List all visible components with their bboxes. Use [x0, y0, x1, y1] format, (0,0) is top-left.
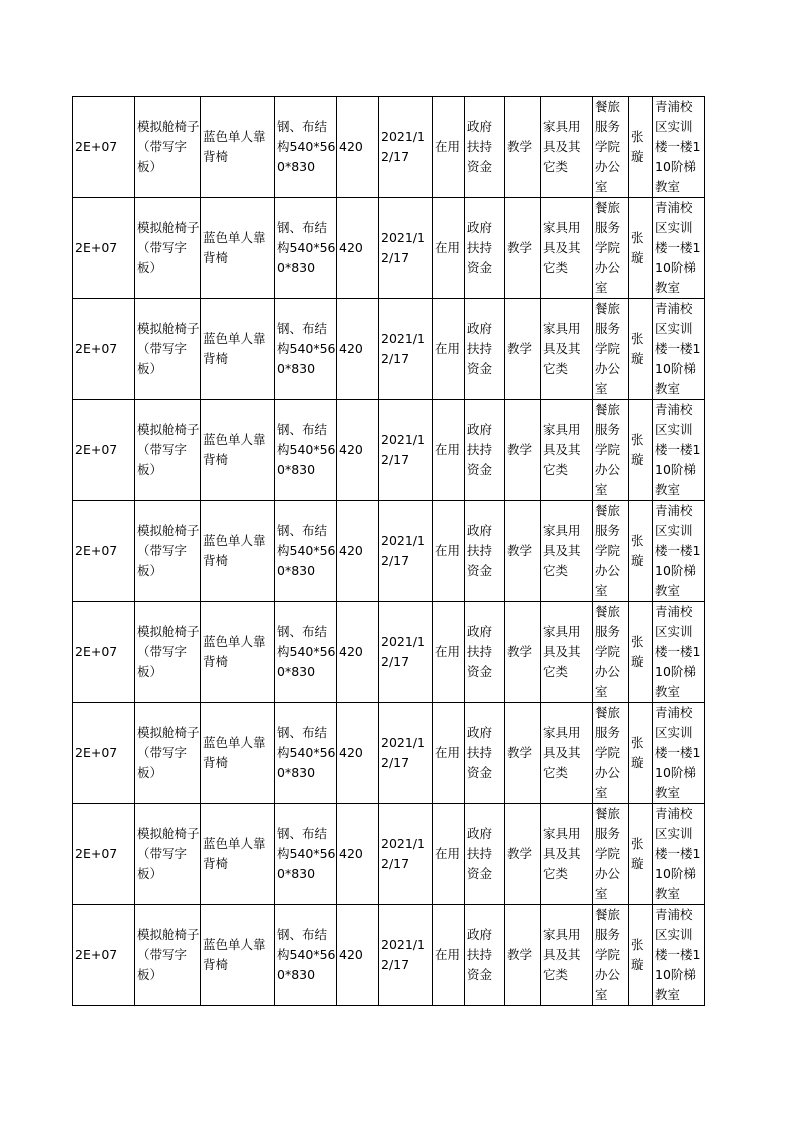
- category-cell: 家具用具及其它类: [541, 905, 593, 1006]
- asset-price-cell: 420: [337, 703, 379, 804]
- table-row: [73, 299, 705, 400]
- asset-name-cell: 模拟舱椅子（带写字板）: [135, 198, 201, 299]
- asset-spec-cell: 钢、布结构540*560*830: [275, 501, 337, 602]
- acquire-date-cell: 2021/12/17: [379, 97, 433, 198]
- asset-price-cell: 420: [337, 602, 379, 703]
- asset-code-cell: 2E+07: [73, 703, 135, 804]
- asset-code-cell: 2E+07: [73, 198, 135, 299]
- category-cell: 家具用具及其它类: [541, 501, 593, 602]
- asset-price-cell: 420: [337, 97, 379, 198]
- table-row: [73, 804, 705, 905]
- asset-name-cell: 模拟舱椅子（带写字板）: [135, 299, 201, 400]
- funding-source-cell: 政府扶持资金: [465, 299, 505, 400]
- department-cell: 餐旅服务学院办公室: [593, 602, 629, 703]
- department-cell: 餐旅服务学院办公室: [593, 501, 629, 602]
- location-cell: 青浦校区实训楼一楼110阶梯教室: [653, 905, 705, 1006]
- asset-spec-cell: 钢、布结构540*560*830: [275, 400, 337, 501]
- asset-model-cell: 蓝色单人靠背椅: [201, 400, 275, 501]
- asset-code-cell: 2E+07: [73, 602, 135, 703]
- custodian-cell: 张璇: [629, 804, 653, 905]
- status-cell: 在用: [433, 804, 465, 905]
- category-cell: 家具用具及其它类: [541, 299, 593, 400]
- table-row: [73, 703, 705, 804]
- acquire-date-cell: 2021/12/17: [379, 804, 433, 905]
- asset-spec-cell: 钢、布结构540*560*830: [275, 602, 337, 703]
- status-cell: 在用: [433, 299, 465, 400]
- table-body: [73, 97, 705, 1006]
- asset-price-cell: 420: [337, 804, 379, 905]
- acquire-date-cell: 2021/12/17: [379, 400, 433, 501]
- asset-model-cell: 蓝色单人靠背椅: [201, 905, 275, 1006]
- asset-code-cell: 2E+07: [73, 299, 135, 400]
- category-cell: 家具用具及其它类: [541, 198, 593, 299]
- funding-source-cell: 政府扶持资金: [465, 97, 505, 198]
- location-cell: 青浦校区实训楼一楼110阶梯教室: [653, 97, 705, 198]
- asset-spec-cell: 钢、布结构540*560*830: [275, 703, 337, 804]
- asset-price-cell: 420: [337, 501, 379, 602]
- usage-cell: 教学: [505, 97, 541, 198]
- table-row: [73, 400, 705, 501]
- status-cell: 在用: [433, 198, 465, 299]
- custodian-cell: 张璇: [629, 905, 653, 1006]
- asset-model-cell: 蓝色单人靠背椅: [201, 501, 275, 602]
- asset-name-cell: 模拟舱椅子（带写字板）: [135, 501, 201, 602]
- asset-model-cell: 蓝色单人靠背椅: [201, 299, 275, 400]
- location-cell: 青浦校区实训楼一楼110阶梯教室: [653, 703, 705, 804]
- status-cell: 在用: [433, 97, 465, 198]
- funding-source-cell: 政府扶持资金: [465, 501, 505, 602]
- table-row: [73, 198, 705, 299]
- usage-cell: 教学: [505, 804, 541, 905]
- asset-model-cell: 蓝色单人靠背椅: [201, 602, 275, 703]
- asset-price-cell: 420: [337, 400, 379, 501]
- status-cell: 在用: [433, 501, 465, 602]
- department-cell: 餐旅服务学院办公室: [593, 804, 629, 905]
- asset-model-cell: 蓝色单人靠背椅: [201, 703, 275, 804]
- custodian-cell: 张璇: [629, 400, 653, 501]
- asset-code-cell: 2E+07: [73, 804, 135, 905]
- funding-source-cell: 政府扶持资金: [465, 400, 505, 501]
- asset-name-cell: 模拟舱椅子（带写字板）: [135, 400, 201, 501]
- category-cell: 家具用具及其它类: [541, 97, 593, 198]
- asset-model-cell: 蓝色单人靠背椅: [201, 97, 275, 198]
- category-cell: 家具用具及其它类: [541, 703, 593, 804]
- usage-cell: 教学: [505, 501, 541, 602]
- funding-source-cell: 政府扶持资金: [465, 905, 505, 1006]
- custodian-cell: 张璇: [629, 602, 653, 703]
- department-cell: 餐旅服务学院办公室: [593, 703, 629, 804]
- status-cell: 在用: [433, 400, 465, 501]
- asset-code-cell: 2E+07: [73, 501, 135, 602]
- department-cell: 餐旅服务学院办公室: [593, 198, 629, 299]
- custodian-cell: 张璇: [629, 198, 653, 299]
- department-cell: 餐旅服务学院办公室: [593, 97, 629, 198]
- asset-spec-cell: 钢、布结构540*560*830: [275, 905, 337, 1006]
- usage-cell: 教学: [505, 299, 541, 400]
- asset-name-cell: 模拟舱椅子（带写字板）: [135, 703, 201, 804]
- asset-code-cell: 2E+07: [73, 97, 135, 198]
- funding-source-cell: 政府扶持资金: [465, 804, 505, 905]
- acquire-date-cell: 2021/12/17: [379, 703, 433, 804]
- usage-cell: 教学: [505, 400, 541, 501]
- table-row: [73, 501, 705, 602]
- location-cell: 青浦校区实训楼一楼110阶梯教室: [653, 804, 705, 905]
- asset-table: [72, 96, 705, 1006]
- asset-spec-cell: 钢、布结构540*560*830: [275, 198, 337, 299]
- location-cell: 青浦校区实训楼一楼110阶梯教室: [653, 299, 705, 400]
- asset-name-cell: 模拟舱椅子（带写字板）: [135, 97, 201, 198]
- custodian-cell: 张璇: [629, 703, 653, 804]
- funding-source-cell: 政府扶持资金: [465, 198, 505, 299]
- table-row: [73, 602, 705, 703]
- asset-model-cell: 蓝色单人靠背椅: [201, 198, 275, 299]
- asset-code-cell: 2E+07: [73, 400, 135, 501]
- funding-source-cell: 政府扶持资金: [465, 703, 505, 804]
- location-cell: 青浦校区实训楼一楼110阶梯教室: [653, 400, 705, 501]
- asset-model-cell: 蓝色单人靠背椅: [201, 804, 275, 905]
- custodian-cell: 张璇: [629, 501, 653, 602]
- location-cell: 青浦校区实训楼一楼110阶梯教室: [653, 198, 705, 299]
- asset-spec-cell: 钢、布结构540*560*830: [275, 299, 337, 400]
- usage-cell: 教学: [505, 198, 541, 299]
- acquire-date-cell: 2021/12/17: [379, 602, 433, 703]
- table-row: [73, 905, 705, 1006]
- asset-price-cell: 420: [337, 905, 379, 1006]
- status-cell: 在用: [433, 905, 465, 1006]
- asset-name-cell: 模拟舱椅子（带写字板）: [135, 905, 201, 1006]
- usage-cell: 教学: [505, 703, 541, 804]
- category-cell: 家具用具及其它类: [541, 804, 593, 905]
- usage-cell: 教学: [505, 905, 541, 1006]
- acquire-date-cell: 2021/12/17: [379, 905, 433, 1006]
- table-row: [73, 97, 705, 198]
- acquire-date-cell: 2021/12/17: [379, 198, 433, 299]
- asset-spec-cell: 钢、布结构540*560*830: [275, 97, 337, 198]
- asset-code-cell: 2E+07: [73, 905, 135, 1006]
- usage-cell: 教学: [505, 602, 541, 703]
- department-cell: 餐旅服务学院办公室: [593, 905, 629, 1006]
- acquire-date-cell: 2021/12/17: [379, 299, 433, 400]
- status-cell: 在用: [433, 602, 465, 703]
- category-cell: 家具用具及其它类: [541, 400, 593, 501]
- status-cell: 在用: [433, 703, 465, 804]
- acquire-date-cell: 2021/12/17: [379, 501, 433, 602]
- department-cell: 餐旅服务学院办公室: [593, 299, 629, 400]
- category-cell: 家具用具及其它类: [541, 602, 593, 703]
- asset-name-cell: 模拟舱椅子（带写字板）: [135, 804, 201, 905]
- department-cell: 餐旅服务学院办公室: [593, 400, 629, 501]
- asset-price-cell: 420: [337, 198, 379, 299]
- asset-price-cell: 420: [337, 299, 379, 400]
- custodian-cell: 张璇: [629, 299, 653, 400]
- location-cell: 青浦校区实训楼一楼110阶梯教室: [653, 501, 705, 602]
- custodian-cell: 张璇: [629, 97, 653, 198]
- asset-spec-cell: 钢、布结构540*560*830: [275, 804, 337, 905]
- asset-name-cell: 模拟舱椅子（带写字板）: [135, 602, 201, 703]
- funding-source-cell: 政府扶持资金: [465, 602, 505, 703]
- location-cell: 青浦校区实训楼一楼110阶梯教室: [653, 602, 705, 703]
